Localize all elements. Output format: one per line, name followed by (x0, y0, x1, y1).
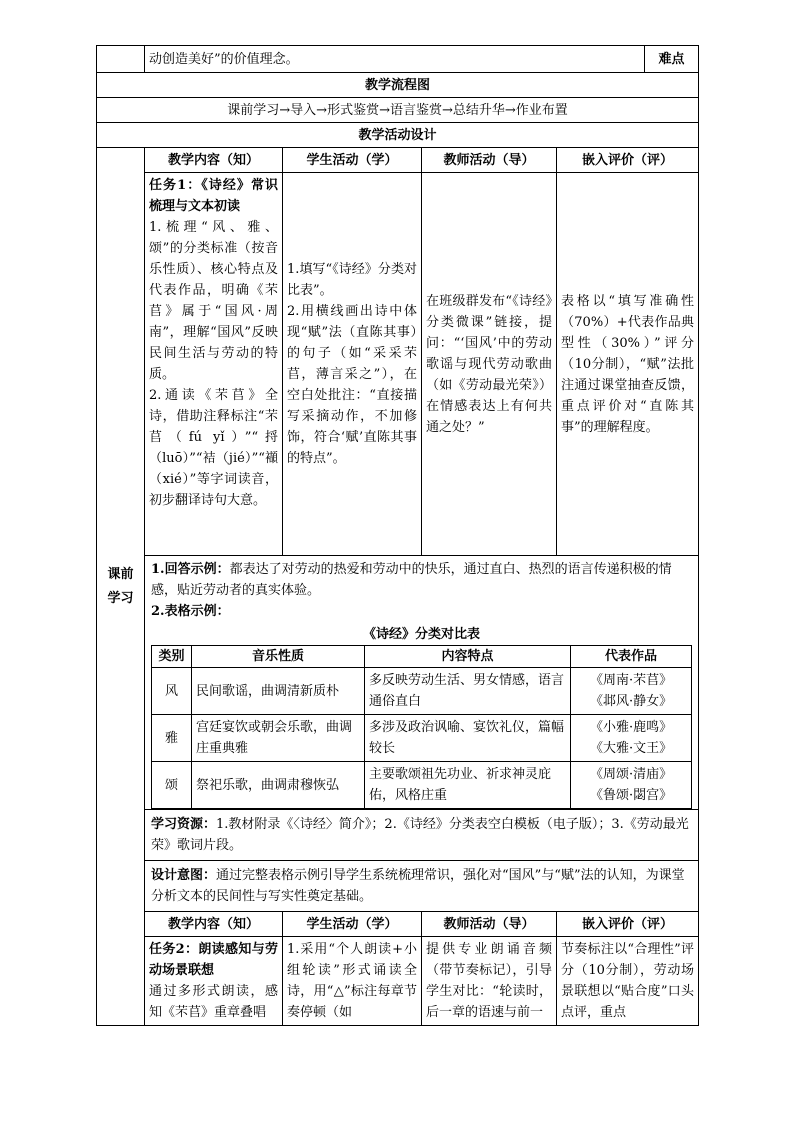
col-header-student: 学生活动（学） (283, 148, 422, 173)
task1-eval: 表格以“填写准确性（70%）+代表作品典型性（30%）”评分（10分制），“赋”法批注通过课堂抽查反馈，重点评价对“直陈其事”的理解程度。 (557, 173, 699, 556)
class-table (151, 645, 692, 809)
blank-cell (97, 46, 145, 73)
class-table-header (152, 646, 692, 668)
column-header-row (97, 148, 699, 173)
task1-teacher: 在班级群发布“《诗经》分类微课”链接，提问：“‘国风’中的劳动歌谣与现代劳动歌曲（如《劳动最光荣》）在情感表达上有何共通之处？” (422, 173, 557, 556)
th-content: 内容特点 (365, 646, 571, 668)
answers-row (97, 556, 699, 810)
col-header-teacher-2: 教师活动（导） (422, 912, 557, 937)
cell-music: 宫廷宴饮或朝会乐歌，曲调庄重典雅 (192, 715, 365, 762)
cell-content: 多涉及政治讽喻、宴饮礼仪，篇幅较长 (365, 715, 571, 762)
cell-music: 祭祀乐歌，曲调肃穆恢弘 (192, 762, 365, 809)
col-header-content-2: 教学内容（知） (145, 912, 283, 937)
task2-student: 1.采用“个人朗读+小组轮读”形式诵读全诗，用“△”标注每章节奏停顿（如 (283, 937, 422, 1026)
task2-eval: 节奏标注以“合理性”评分（10分制），劳动场景联想以“贴合度”口头点评，重点 (557, 937, 699, 1026)
table-row (152, 715, 692, 762)
table-row (152, 668, 692, 715)
task2-row (97, 937, 699, 1026)
design-cell: 设计意图：通过完整表格示例引导学生系统梳理常识，强化对“国风”与“赋”法的认知，为课堂分析文本的民间性与写实性奠定基础。 (145, 861, 699, 912)
task2-content: 任务2：朗读感知与劳动场景联想 通过多形式朗读，感知《芣苢》重章叠唱 (145, 937, 283, 1026)
class-table-caption: 《诗经》分类对比表 (363, 627, 481, 642)
task1-row (97, 173, 699, 556)
flow-steps: 课前学习→导入→形式鉴赏→语言鉴赏→总结升华→作业布置 (97, 98, 699, 123)
objective-text: 动创造美好”的价值理念。 (145, 46, 645, 73)
activity-design-title: 教学活动设计 (97, 123, 699, 148)
answers-cell (145, 556, 699, 810)
col-header-student-2: 学生活动（学） (283, 912, 422, 937)
task2-teacher: 提供专业朗诵音频（带节奏标记），引导学生对比：“轮读时，后一章的语速与前一 (422, 937, 557, 1026)
design-row (97, 861, 699, 912)
th-works: 代表作品 (571, 646, 692, 668)
answer-2-label: 2.表格示例： (151, 604, 230, 619)
col-header-eval: 嵌入评价（评） (557, 148, 699, 173)
col-header-teacher: 教师活动（导） (422, 148, 557, 173)
cell-works: 《小雅·鹿鸣》 《大雅·文王》 (571, 715, 692, 762)
lesson-plan-sheet (96, 45, 698, 1026)
th-music: 音乐性质 (192, 646, 365, 668)
th-category: 类别 (152, 646, 192, 668)
objective-row (97, 46, 699, 73)
task1-student: 1.填写“《诗经》分类对比表”。 2.用横线画出诗中体现“赋”法（直陈其事）的句子（如“采采芣苢，薄言采之”），在空白处批注：“直接描写采摘动作，不加修饰，符合‘赋’直陈其事的特点”。 (283, 173, 422, 556)
side-label-pre-study: 课前学习 (97, 148, 145, 1026)
table-row (152, 762, 692, 809)
cell-content: 主要歌颂祖先功业、祈求神灵庇佑，风格庄重 (365, 762, 571, 809)
cell-music: 民间歌谣，曲调清新质朴 (192, 668, 365, 715)
cell-category: 雅 (152, 715, 192, 762)
difficulty-tag: 难点 (645, 46, 699, 73)
task1-body: 1.梳理“风、雅、颂”的分类标准（按音乐性质）、核心特点及代表作品，明确《芣苢》属于“国风·周南”，理解“国风”反映民间生活与劳动的特质。 2.通读《芣苢》全诗，借助注释标注“芣苢（fú yǐ）”“捋（luō）”“袺（jié）”“襭（xié）”等字词读音，初步翻译诗句大意。 (149, 220, 278, 508)
lesson-plan-table (96, 45, 699, 1026)
flow-title: 教学流程图 (97, 73, 699, 98)
cell-content: 多反映劳动生活、男女情感，语言通俗直白 (365, 668, 571, 715)
task1-title: 任务1：《诗经》常识梳理与文本初读 (149, 178, 278, 214)
col-header-eval-2: 嵌入评价（评） (557, 912, 699, 937)
cell-works: 《周南·芣苢》 《邶风·静女》 (571, 668, 692, 715)
cell-works: 《周颂·清庙》 《鲁颂·閟宫》 (571, 762, 692, 809)
answer-1: 1.回答示例：都表达了对劳动的热爱和劳动中的快乐，通过直白、热烈的语言传递积极的情感，贴近劳动者的真实体验。 (151, 562, 672, 598)
col-header-content: 教学内容（知） (145, 148, 283, 173)
cell-category: 颂 (152, 762, 192, 809)
column-header-row-2 (97, 912, 699, 937)
resources-cell: 学习资源：1.教材附录《〈诗经〉简介》；2.《诗经》分类表空白模板（电子版）；3.《劳动最光荣》歌词片段。 (145, 810, 699, 861)
cell-category: 风 (152, 668, 192, 715)
resources-row (97, 810, 699, 861)
task1-content (145, 173, 283, 556)
